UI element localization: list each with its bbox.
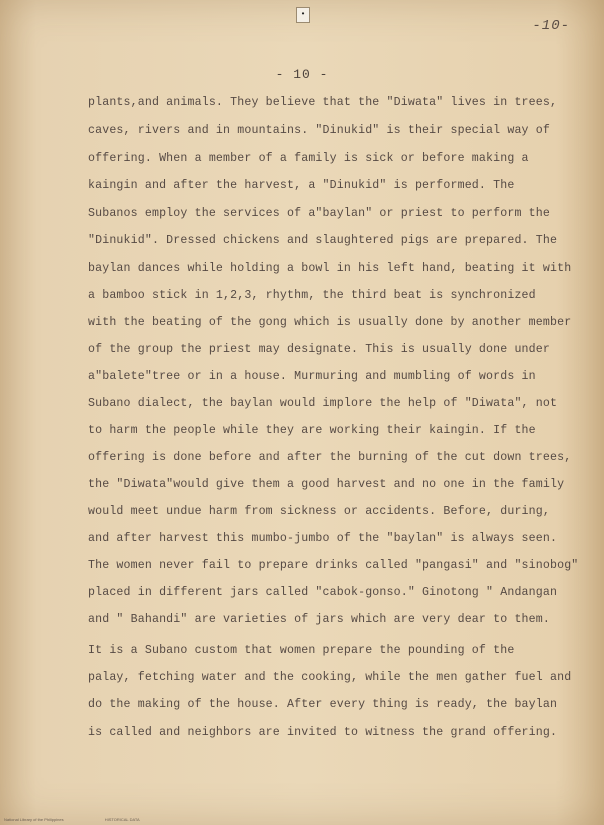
text-line: plants,and animals. They believe that the "Diwata" lives in trees, (88, 96, 558, 109)
text-line: "Dinukid". Dressed chickens and slaughtered pigs are prepared. The (88, 234, 558, 247)
text-line: would meet undue harm from sickness or accidents. Before, during, (88, 505, 550, 518)
footer-left-text: National Library of the Philippines (4, 817, 64, 822)
text-line: of the group the priest may designate. This is usually done under (88, 343, 550, 356)
text-line: is called and neighbors are invited to witness the grand offering. (88, 726, 558, 739)
corner-page-number: -10- (532, 18, 570, 34)
text-line: do the making of the house. After every thing is ready, the baylan (88, 698, 558, 711)
page-number: - 10 - (275, 67, 329, 82)
text-line: baylan dances while holding a bowl in his left hand, beating it with (88, 262, 572, 275)
text-line: It is a Subano custom that women prepare the pounding of the (88, 644, 515, 657)
punch-mark: • (296, 7, 310, 23)
text-line: Subanos employ the services of a"baylan" or priest to perform the (88, 207, 550, 220)
text-line: palay, fetching water and the cooking, while the men gather fuel and (88, 671, 572, 684)
text-line: The women never fail to prepare drinks called "pangasi" and "sinobog" (88, 559, 579, 572)
footer-right-text: HISTORICAL DATA (104, 817, 140, 822)
text-line: kaingin and after the harvest, a "Dinukid" is performed. The (88, 179, 515, 192)
text-line: and " Bahandi" are varieties of jars which are very dear to them. (88, 613, 550, 626)
text-line: Subano dialect, the baylan would implore the help of "Diwata", not (88, 397, 558, 410)
text-line: with the beating of the gong which is usually done by another member (88, 316, 572, 329)
text-line: caves, rivers and in mountains. "Dinukid" is their special way of (88, 124, 550, 137)
text-line: the "Diwata"would give them a good harvest and no one in the family (88, 478, 565, 491)
text-line: to harm the people while they are working their kaingin. If the (88, 424, 536, 437)
text-line: a bamboo stick in 1,2,3, rhythm, the third beat is synchronized (88, 289, 536, 302)
text-line: a"balete"tree or in a house. Murmuring and mumbling of words in (88, 370, 536, 383)
text-line: placed in different jars called "cabok-gonso." Ginotong " Andangan (88, 586, 558, 599)
text-line: offering. When a member of a family is sick or before making a (88, 152, 529, 165)
archive-footer (4, 817, 140, 822)
text-line: offering is done before and after the burning of the cut down trees, (88, 451, 572, 464)
text-line: and after harvest this mumbo-jumbo of the "baylan" is always seen. (88, 532, 558, 545)
